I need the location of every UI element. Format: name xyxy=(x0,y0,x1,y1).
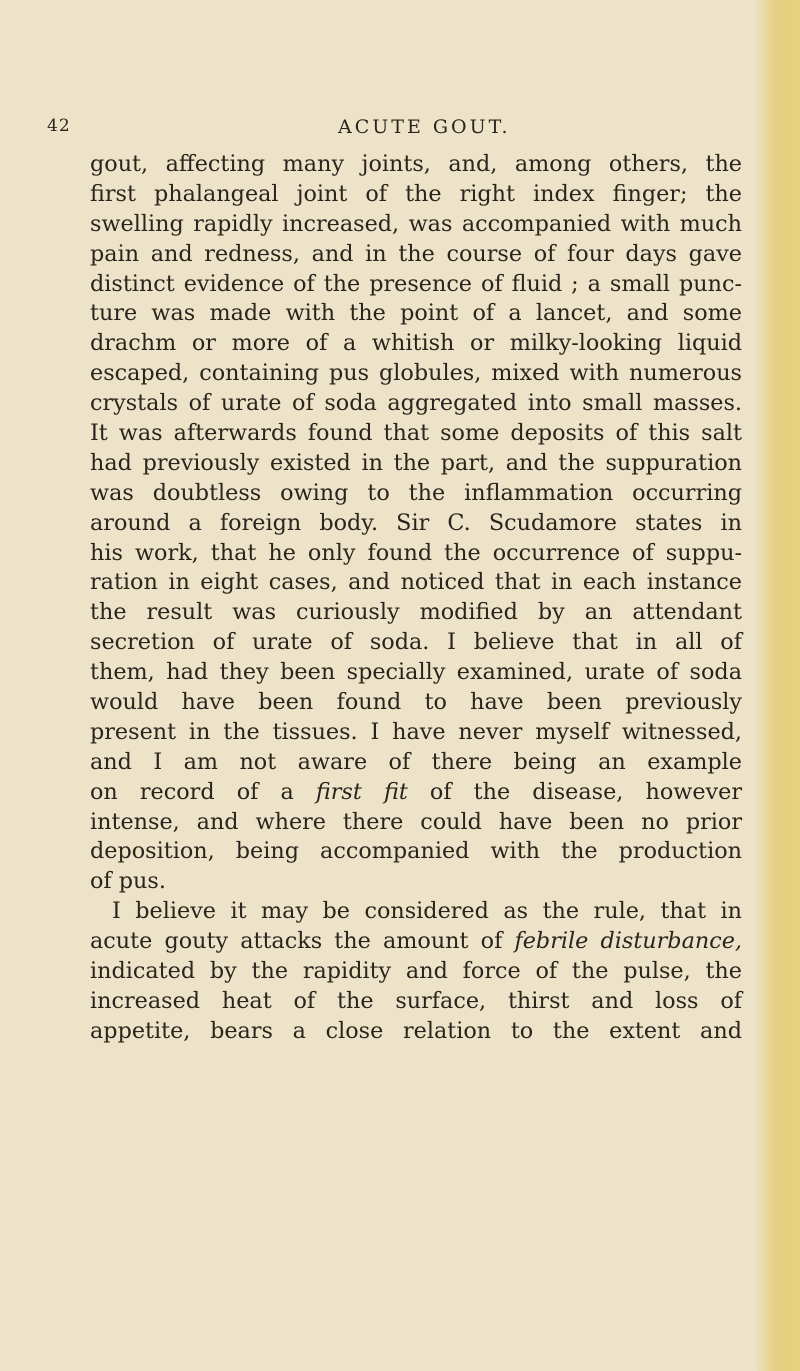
text-line: his work, that he only found the occurrence of suppu- xyxy=(90,539,742,566)
text-run: acute gouty attacks the amount of xyxy=(90,928,515,955)
text-line: present in the tissues. I have never myself witnessed, xyxy=(90,718,742,745)
text-line: ture was made with the point of a lancet, and some xyxy=(90,300,742,327)
text-line: first phalangeal joint of the right index finger; the xyxy=(90,180,742,207)
text-line: ration in eight cases, and noticed that in each instance xyxy=(90,569,742,596)
text-line: increased heat of the surface, thirst and loss of xyxy=(90,987,742,1014)
page-number: 42 xyxy=(47,116,71,136)
text-line: pain and redness, and in the course of four days gave xyxy=(90,240,742,267)
text-line-emphasis xyxy=(90,778,742,808)
text-line: them, had they been specially examined, urate of soda xyxy=(90,659,742,686)
text-run: of the disease, however xyxy=(407,778,742,805)
text-line: deposition, being accompanied with the production xyxy=(90,838,742,865)
running-head xyxy=(0,108,800,148)
body-text xyxy=(90,150,742,1047)
text-line: swelling rapidly increased, was accompanied with much xyxy=(90,210,742,237)
emphasized-phrase: first fit xyxy=(315,778,408,805)
text-line: around a foreign body. Sir C. Scudamore states in xyxy=(90,509,742,536)
emphasized-phrase: febrile disturbance, xyxy=(514,928,742,955)
text-line: secretion of urate of soda. I believe that in all of xyxy=(90,629,742,656)
running-title: ACUTE GOUT. xyxy=(338,116,511,138)
page-edge-shadow xyxy=(754,0,800,1371)
text-line: It was afterwards found that some deposits of this salt xyxy=(90,420,742,447)
paragraph-2 xyxy=(90,897,742,1046)
text-line: gout, affecting many joints, and, among others, the xyxy=(90,151,742,177)
text-line: drachm or more of a whitish or milky-looking liquid xyxy=(90,330,742,357)
text-line: I believe it may be considered as the rule, that in xyxy=(112,898,742,925)
text-line: and I am not aware of there being an example xyxy=(90,748,742,775)
text-line: was doubtless owing to the inflammation occurring xyxy=(90,479,742,506)
text-line: escaped, containing pus globules, mixed with numerous xyxy=(90,360,742,387)
text-line: crystals of urate of soda aggregated into small masses. xyxy=(90,390,742,417)
text-line: had previously existed in the part, and the suppuration xyxy=(90,449,742,476)
text-run: on record of a xyxy=(90,778,316,805)
text-line: appetite, bears a close relation to the extent and xyxy=(90,1017,742,1044)
paragraph-1 xyxy=(90,150,742,897)
text-line: intense, and where there could have been no prior xyxy=(90,808,742,835)
text-line: would have been found to have been previously xyxy=(90,689,742,716)
text-line-emphasis xyxy=(90,927,742,957)
text-line: the result was curiously modified by an attendant xyxy=(90,599,742,626)
text-line: of pus. xyxy=(90,868,166,895)
text-line: distinct evidence of the presence of fluid ; a small punc- xyxy=(90,270,742,297)
text-line: indicated by the rapidity and force of the pulse, the xyxy=(90,958,742,985)
